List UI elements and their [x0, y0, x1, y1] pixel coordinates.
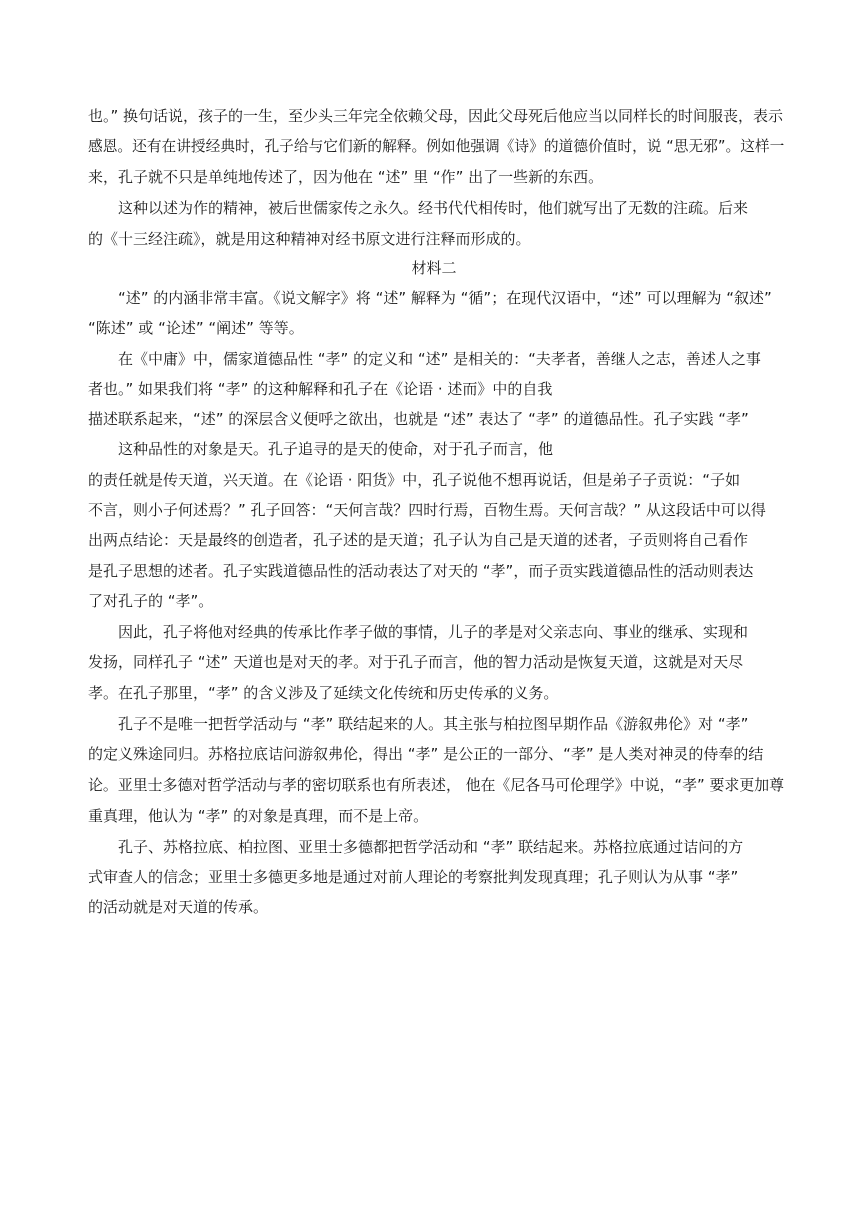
text-line-19: 孝。在孔子那里，“孝” 的含义涉及了延续文化传统和历史传承的义务。: [88, 684, 559, 702]
text-line-2: 感恩。还有在讲授经典时，孔子给与它们新的解释。例如他强调《诗》的道德价值时，说 “思无邪”。这样一: [88, 137, 785, 155]
text-line-18: 发扬，同样孔子 “述” 天道也是对天的孝。对于孔子而言，他的智力活动是恢复天道，这就是对天尽: [88, 653, 744, 671]
text-line-13: 不言，则小子何述焉？” 孔子回答：“天何言哉？四时行焉，百物生焉。天何言哉？” 从这段话中可以得: [88, 501, 766, 519]
text-line-10: 描述联系起来，“述” 的深层含义便呼之欲出，也就是 “述” 表达了 “孝” 的道德品性。孔子实践 “孝”: [88, 410, 749, 428]
text-line-12: 的责任就是传天道，兴天道。在《论语 · 阳货》中，孔子说他不想再说话，但是弟子子贡说：“子如: [88, 471, 741, 489]
text-line-11: 这种品性的对象是天。孔子追寻的是天的使命，对于孔子而言，他: [118, 440, 554, 458]
text-line-7: “陈述” 或 “论述” “阐述” 等等。: [88, 319, 304, 337]
text-line-6: “述” 的内涵非常丰富。《说文解字》将 “述” 解释为 “循”；在现代汉语中，“述” 可以理解为 “叙述”: [118, 289, 772, 307]
text-line-5: 的《十三经注疏》，就是用这种精神对经书原文进行注释而形成的。: [88, 230, 531, 248]
text-line-3: 来，孔子就不只是单纯地传述了，因为他在 “述” 里 “作” 出了一些新的东西。: [88, 168, 604, 186]
text-line-23: 重真理，他认为 “孝” 的对象是真理，而不是上帝。: [88, 807, 429, 825]
text-line-14: 出两点结论：天是最终的创造者，孔子述的是天道；孔子认为自己是天道的述者，子贡则将自己看作: [88, 531, 749, 549]
text-line-16: 了对孔子的 “孝”。: [88, 592, 214, 610]
text-line-22: 论。亚里士多德对哲学活动与孝的密切联系也有所表述， 他在《尼各马可伦理学》中说，“孝” 要求更加尊: [88, 776, 785, 794]
text-line-8: 在《中庸》中，儒家道德品性 “孝” 的定义和 “述” 是相关的：“夫孝者，善继人之志，善述人之事: [118, 350, 761, 368]
text-line-26: 的活动就是对天道的传承。: [88, 898, 269, 916]
section-heading: 材料二: [411, 259, 457, 277]
text-line-25: 式审查人的信念；亚里士多德更多地是通过对前人理论的考察批判发现真理；孔子则认为从事 “孝”: [88, 868, 739, 886]
text-line-9: 者也。” 如果我们将 “孝” 的这种解释和孔子在《论语 · 述而》中的自我: [88, 380, 553, 398]
text-line-17: 因此，孔子将他对经典的传承比作孝子做的事情，儿子的孝是对父亲志向、事业的继承、实现和: [118, 623, 749, 641]
text-line-20: 孔子不是唯一把哲学活动与 “孝” 联结起来的人。其主张与柏拉图早期作品《游叙弗伦》对 “孝”: [118, 715, 749, 733]
text-line-21: 的定义殊途同归。苏格拉底诘问游叙弗伦，得出 “孝” 是公正的一部分、“孝” 是人类对神灵的侍奉的结: [88, 745, 764, 763]
text-line-4: 这种以述为作的精神，被后世儒家传之永久。经书代代相传时，他们就写出了无数的注疏。后来: [118, 199, 749, 217]
text-line-15: 是孔子思想的述者。孔子实践道德品性的活动表达了对天的 “孝”，而子贡实践道德品性的活动则表达: [88, 562, 754, 580]
text-line-24: 孔子、苏格拉底、柏拉图、亚里士多德都把哲学活动和 “孝” 联结起来。苏格拉底通过诘问的方: [118, 838, 744, 856]
text-line-1: 也。” 换句话说，孩子的一生，至少头三年完全依赖父母，因此父母死后他应当以同样长的时间服丧，表示: [88, 107, 784, 125]
